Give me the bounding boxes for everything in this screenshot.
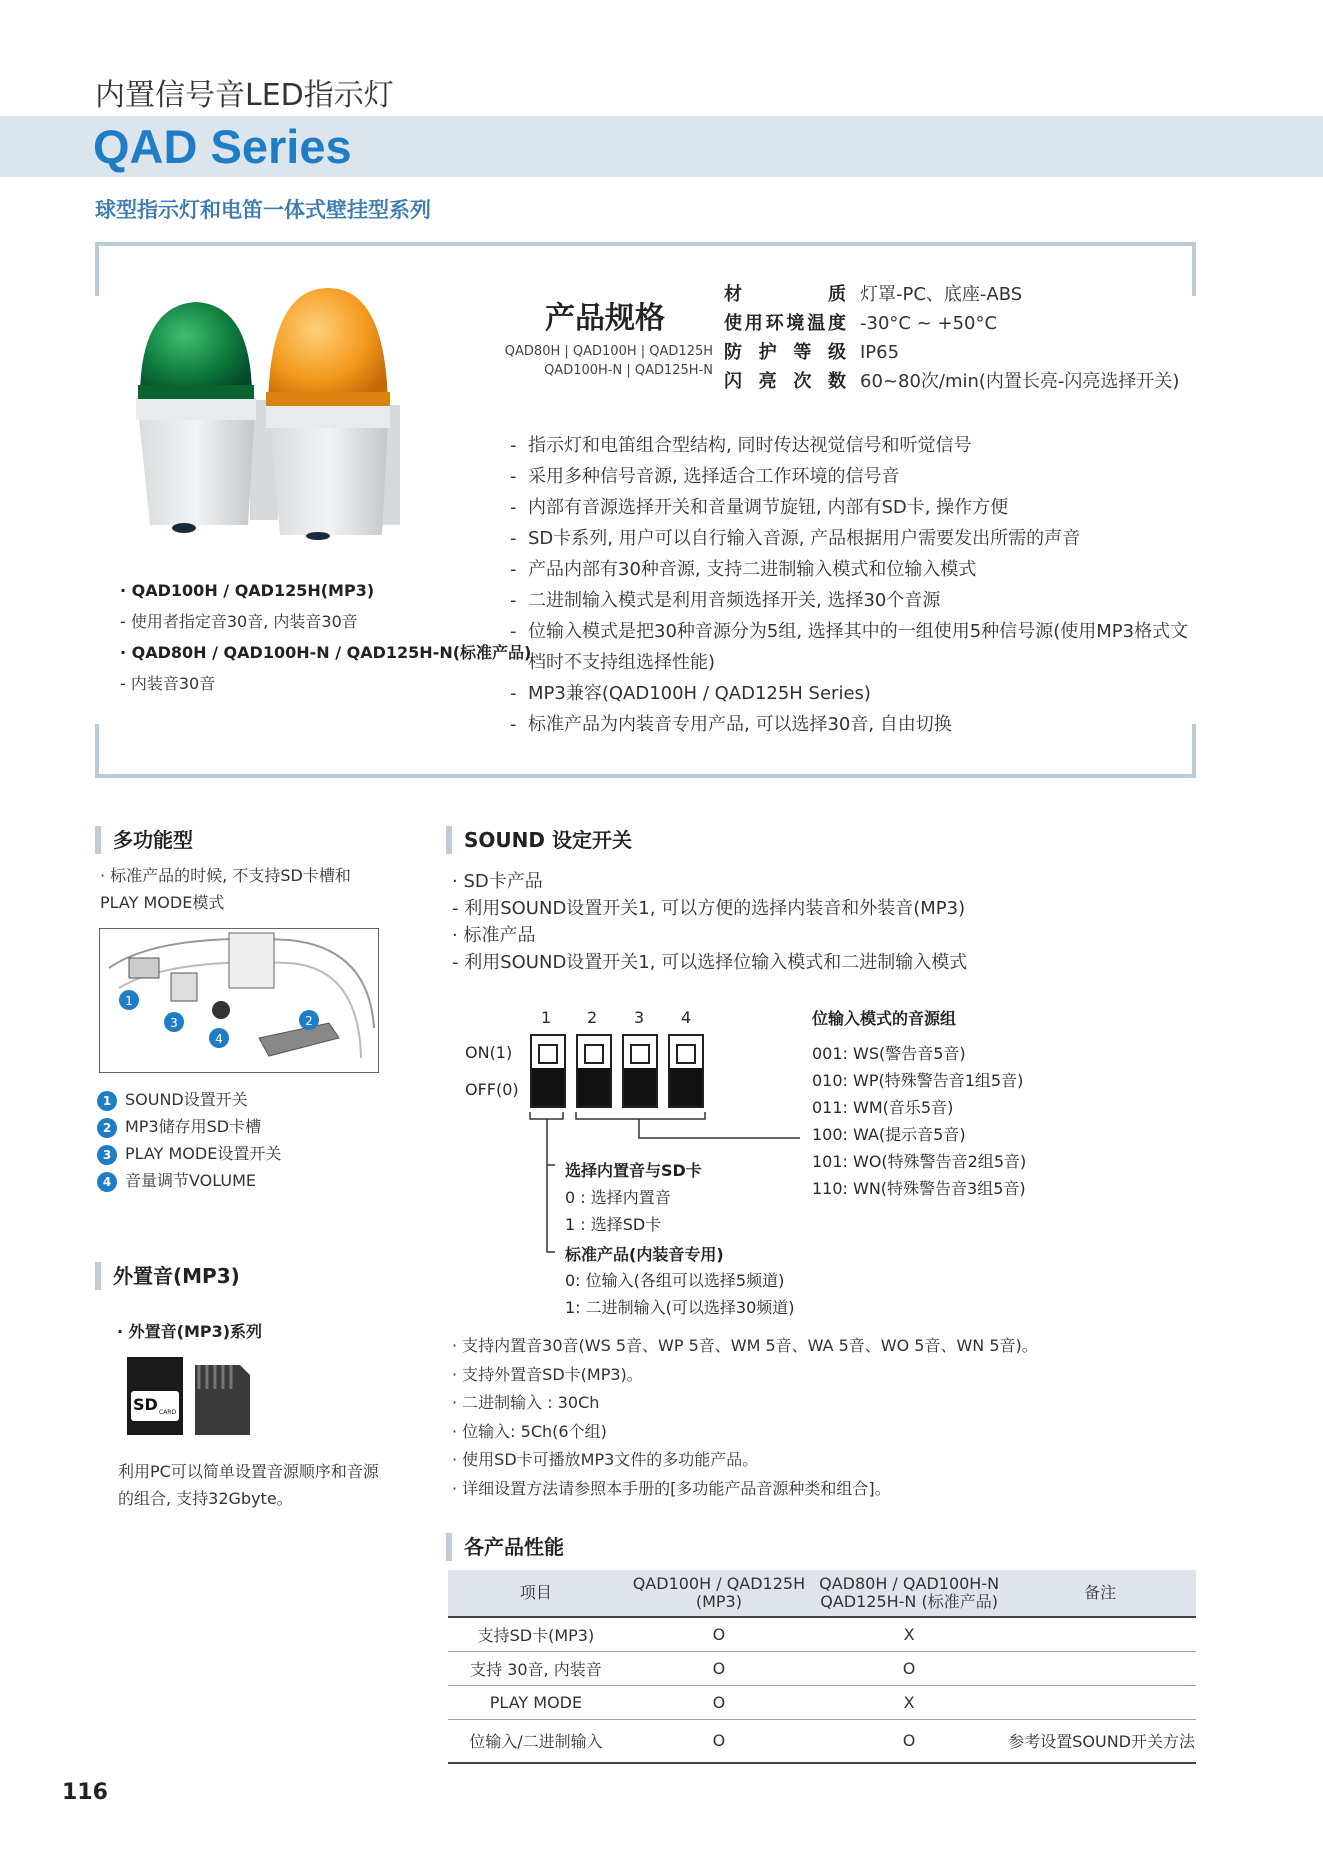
dip-switch-1 (530, 1034, 566, 1108)
table-row: PLAY MODE O X (448, 1685, 1196, 1719)
model-notes: · QAD100H / QAD125H(MP3) - 使用者指定音30音, 内装音30音 · QAD80H / QAD100H-N / QAD125H-N(标准产品) - 内装音30音 (120, 581, 532, 693)
col-remark: 备注 (1004, 1570, 1196, 1617)
legend-item: 4 音量调节VOLUME (97, 1167, 281, 1194)
on-label: ON(1) (465, 1043, 513, 1062)
standard-product-title: 标准产品(内装音专用) (565, 1245, 724, 1264)
spec-models: QAD80H | QAD100H | QAD125H QAD100H-N | QAD125H-N (504, 344, 713, 378)
group-item: 101: WO(特殊警告音2组5音) (812, 1152, 1027, 1171)
legend-item: 1 SOUND设置开关 (97, 1086, 281, 1113)
svg-text:CARD: CARD (159, 1409, 177, 1416)
external-mp3-subtitle: · 外置音(MP3)系列 (117, 1322, 263, 1341)
feature-list (510, 430, 1190, 740)
select-source-1: 1 : 选择SD卡 (565, 1215, 662, 1234)
series-subtitle: 球型指示灯和电笛一体式壁挂型系列 (95, 198, 431, 222)
series-title: QAD Series (93, 120, 352, 173)
feature-item: - 产品内部有30种音源, 支持二进制输入模式和位输入模式 (510, 554, 1190, 585)
standard-product-0: 0: 位输入(各组可以选择5频道) (565, 1271, 785, 1290)
svg-text:3: 3 (170, 1016, 178, 1030)
svg-text:2: 2 (305, 1014, 313, 1028)
spec-row-flash-rate: 闪亮次数 60~80次/min(内置长亮-闪亮选择开关) (724, 371, 1180, 392)
page-number: 116 (62, 1780, 108, 1805)
page-category-title: 内置信号音LED指示灯 (95, 78, 394, 113)
switch-number-2: 2 (587, 1008, 598, 1027)
multi-function-note: · 标准产品的时候, 不支持SD卡槽和 PLAY MODE模式 (100, 866, 351, 912)
feature-item: - 指示灯和电笛组合型结构, 同时传达视觉信号和听觉信号 (510, 430, 1190, 461)
dip-switch-2 (576, 1034, 612, 1108)
spec-row-temperature: 使用环境温度 -30°C ~ +50°C (724, 313, 998, 334)
table-row: 支持 30音, 内装音 O O (448, 1651, 1196, 1685)
feature-item: - MP3兼容(QAD100H / QAD125H Series) (510, 678, 1190, 709)
switch-number-3: 3 (634, 1008, 645, 1027)
standard-product-1: 1: 二进制输入(可以选择30频道) (565, 1298, 795, 1317)
group-item: 001: WS(警告音5音) (812, 1044, 966, 1063)
dip-switch-4 (668, 1034, 704, 1108)
col-standard: QAD80H / QAD100H-N QAD125H-N (标准产品) (814, 1570, 1004, 1617)
board-legend (97, 1086, 281, 1194)
sd-card-image (125, 1355, 255, 1437)
legend-item: 2 MP3储存用SD卡槽 (97, 1113, 281, 1140)
external-mp3-heading: 外置音(MP3) (95, 1262, 240, 1290)
group-item: 011: WM(音乐5音) (812, 1098, 954, 1117)
feature-item: - 二进制输入模式是利用音频选择开关, 选择30个音源 (510, 585, 1190, 616)
feature-item: - 标准产品为内装音专用产品, 可以选择30音, 自由切换 (510, 709, 1190, 740)
sound-switch-heading: SOUND 设定开关 (446, 826, 632, 854)
feature-item: - SD卡系列, 用户可以自行输入音源, 产品根据用户需要发出所需的声音 (510, 523, 1190, 554)
svg-text:4: 4 (215, 1032, 223, 1046)
bit-input-groups (812, 1040, 1026, 1202)
select-source-0: 0 : 选择内置音 (565, 1188, 671, 1207)
table-row: 位输入/二进制输入 O O 参考设置SOUND开关方法 (448, 1719, 1196, 1763)
product-image-lamps (120, 280, 400, 540)
group-item: 010: WP(特殊警告音1组5音) (812, 1071, 1024, 1090)
svg-text:1: 1 (125, 994, 133, 1008)
internal-board-image (99, 928, 379, 1073)
switch-number-4: 4 (681, 1008, 692, 1027)
col-mp3: QAD100H / QAD125H (MP3) (624, 1570, 814, 1617)
group-item: 110: WN(特殊警告音3组5音) (812, 1179, 1026, 1198)
sound-switch-description: · SD卡产品 - 利用SOUND设置开关1, 可以方便的选择内装音和外装音(MP3) · 标准产品 - 利用SOUND设置开关1, 可以选择位输入模式和二进制输入模式 (452, 871, 968, 973)
select-source-title: 选择内置音与SD卡 (565, 1161, 702, 1180)
spec-row-protection: 防护等级 IP65 (724, 342, 900, 363)
svg-text:SD: SD (133, 1395, 158, 1414)
spec-title: 产品规格 (545, 301, 665, 336)
external-mp3-desc: 利用PC可以简单设置音源顺序和音源的组合, 支持32Gbyte。 (118, 1462, 379, 1508)
feature-item: - 内部有音源选择开关和音量调节旋钮, 内部有SD卡, 操作方便 (510, 492, 1190, 523)
group-item: 100: WA(提示音5音) (812, 1125, 966, 1144)
off-label: OFF(0) (465, 1080, 519, 1099)
performance-heading: 各产品性能 (446, 1533, 564, 1561)
col-item: 项目 (448, 1570, 624, 1617)
table-row: 支持SD卡(MP3) O X (448, 1617, 1196, 1651)
multi-function-heading: 多功能型 (95, 826, 193, 854)
bit-input-group-title: 位输入模式的音源组 (812, 1009, 957, 1028)
feature-item: - 位输入模式是把30种音源分为5组, 选择其中的一组使用5种信号源(使用MP3格式文档时不支持组选择性能) (510, 616, 1190, 678)
switch-number-1: 1 (541, 1008, 552, 1027)
table-header-row (448, 1570, 1196, 1617)
feature-item: - 采用多种信号音源, 选择适合工作环境的信号音 (510, 461, 1190, 492)
dip-switch-3 (622, 1034, 658, 1108)
performance-table (448, 1570, 1196, 1764)
spec-row-material: 材质 灯罩-PC、底座-ABS (724, 284, 1023, 305)
sound-notes: · 支持内置音30音(WS 5音、WP 5音、WM 5音、WA 5音、WO 5音、WN 5音)。 · 支持外置音SD卡(MP3)。 · 二进制输入 : 30Ch · 位输入: 5Ch(6个组) · 使用SD卡可播放MP3文件的多功能产品。 · 详细设置方法请参照本手册的[多功能产品音源种类和组合]。 (452, 1336, 1038, 1498)
legend-item: 3 PLAY MODE设置开关 (97, 1140, 281, 1167)
